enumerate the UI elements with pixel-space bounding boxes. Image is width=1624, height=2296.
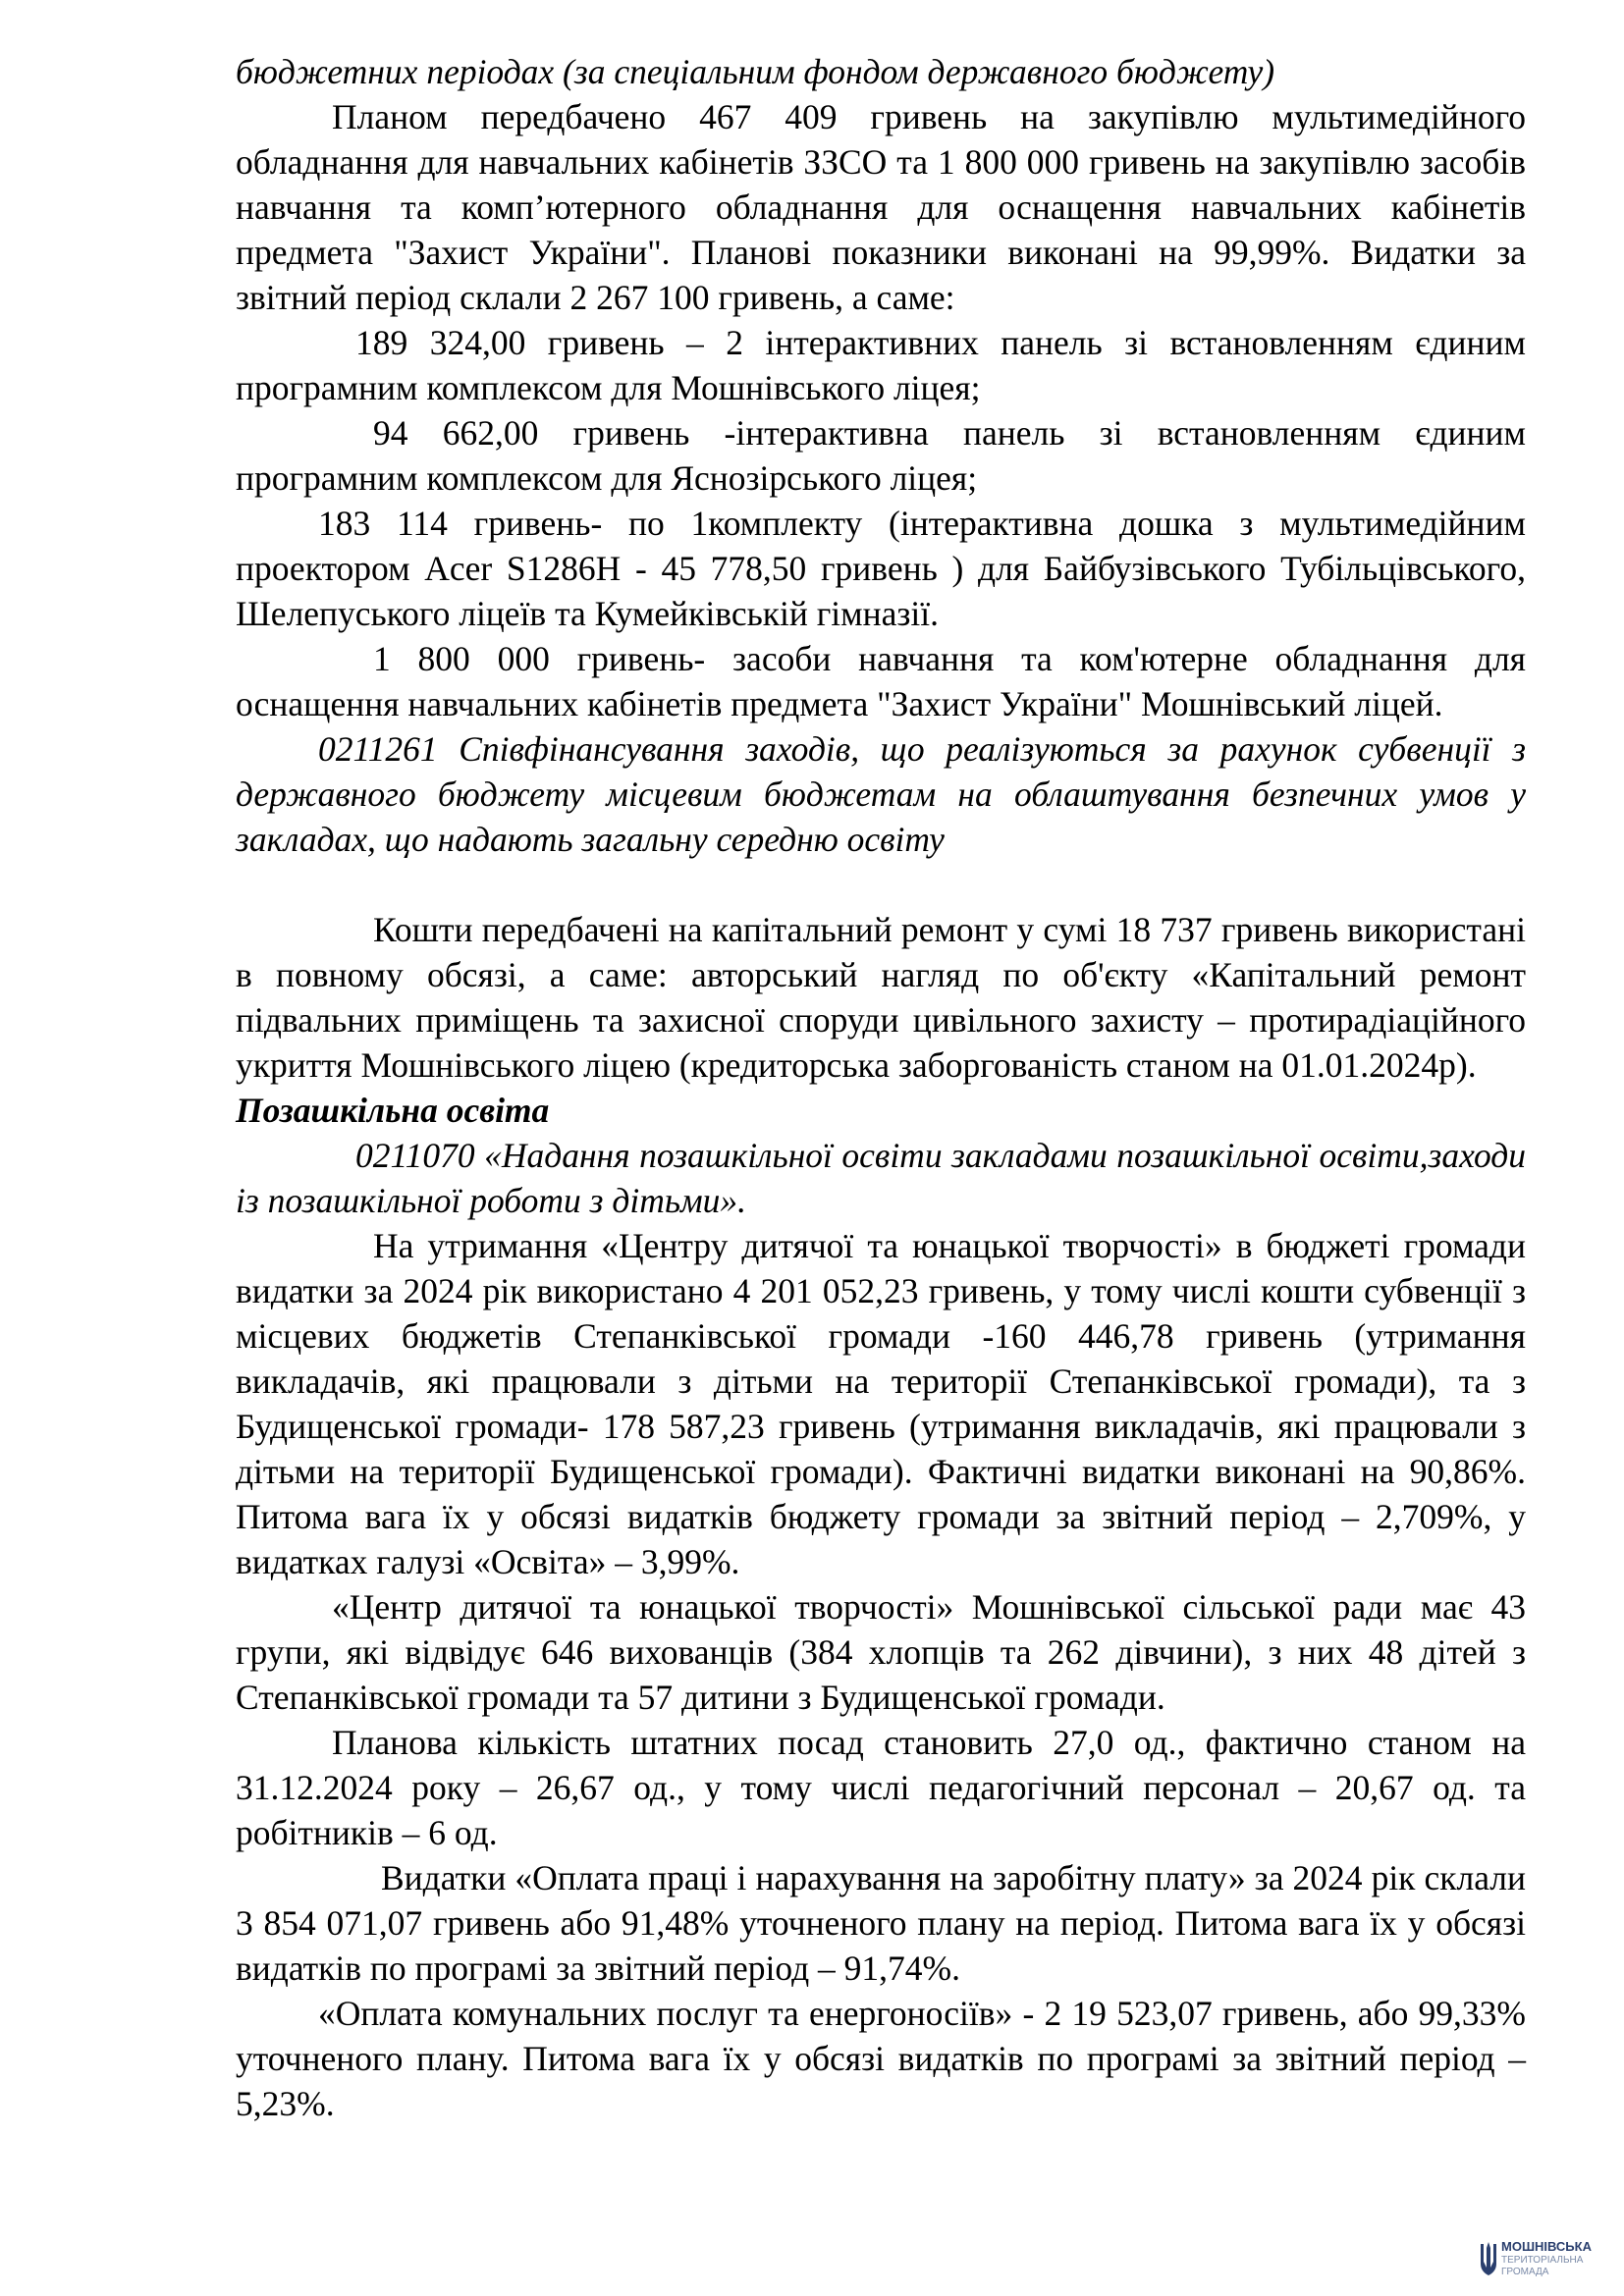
spacer <box>236 862 1526 907</box>
community-logo <box>1480 2236 1617 2287</box>
paragraph-plan-overview: Планом передбачено 467 409 гривень на закупівлю мультимедійного обладнання для навчальних кабінетів ЗЗСО та 1 800 000 гривень на закупівлю засобів навчання та комп’ютерного обладнання для оснащення навчальних кабінетів предмета "Захист України". Планові показники виконані на 99,99%. Видатки за звітний період склали 2 267 100 гривень, а саме: <box>236 97 1526 317</box>
paragraph-item-interactive-boards: 183 114 гривень- по 1комплекту (інтерактивна дошка з мультимедійним проектором Acer S1286H - 45 778,50 гривень ) для Байбузівського Тубільцівського, Шелепуського ліцеїв та Кумейківській гімназії. <box>236 504 1526 633</box>
trident-emblem-icon <box>1480 2238 1497 2277</box>
paragraph-youth-center-groups: «Центр дитячої та юнацької творчості» Мошнівської сільської ради має 43 групи, які відвідує 646 вихованців (384 хлопців та 262 дівчини), з них 48 дітей з Степанківської громади та 57 дитини з Будищенської громади. <box>236 1587 1526 1717</box>
logo-line-2: ТЕРИТОРІАЛЬНА <box>1501 2255 1584 2266</box>
paragraph-item-moshny: 189 324,00 гривень – 2 інтерактивних панель зі встановленням єдиним програмним комплексом для Мошнівського ліцея; <box>236 323 1526 407</box>
section-heading-extracurricular: Позашкільна освіта <box>236 1091 550 1130</box>
paragraph-item-defense-subject: 1 800 000 гривень- засоби навчання та ком'ютерне обладнання для оснащення навчальних кабінетів предмета "Захист України" Мошнівський ліцей. <box>236 639 1526 723</box>
logo-line-3: ГРОМАДА <box>1501 2267 1549 2277</box>
paragraph-utilities-expenses: «Оплата комунальних послуг та енергоносіїв» - 2 19 523,07 гривень, або 99,33% уточненого плану. Питома вага їх у обсязі видатків по програмі за звітний період – 5,23%. <box>236 1994 1526 2123</box>
document-page <box>236 49 1526 2126</box>
paragraph-item-yasnozirya: 94 662,00 гривень -інтерактивна панель зі встановленням єдиним програмним комплексом для Яснозірського ліцея; <box>236 413 1526 498</box>
paragraph-salary-expenses: Видатки «Оплата праці і нарахування на заробітну плату» за 2024 рік склали 3 854 071,07 гривень або 91,48% уточненого плану на період. Питома вага їх у обсязі видатків по програмі за звітний період – 91,74%. <box>236 1858 1526 1988</box>
program-heading-0211070: 0211070 «Надання позашкільної освіти закладами позашкільної освіти,заходи із позашкільної роботи з дітьми». <box>236 1136 1526 1220</box>
paragraph-staff-positions: Планова кількість штатних посад становить 27,0 од., фактично станом на 31.12.2024 року – 26,67 од., у тому числі педагогічний персонал – 20,67 од. та робітників – 6 од. <box>236 1723 1526 1852</box>
section-heading-continued: бюджетних періодах (за спеціальним фондом державного бюджету) <box>236 52 1275 91</box>
logo-line-1: МОШНІВСЬКА <box>1501 2239 1592 2254</box>
program-heading-0211261: 0211261 Співфінансування заходів, що реалізуються за рахунок субвенції з державного бюджету місцевим бюджетам на облаштування безпечних умов у закладах, що надають загальну середню освіту <box>236 729 1526 859</box>
paragraph-youth-center-budget: На утримання «Центру дитячої та юнацької творчості» в бюджеті громади видатки за 2024 рік використано 4 201 052,23 гривень, у тому числі кошти субвенції з місцевих бюджетів Степанківської громади -160 446,78 гривень (утримання викладачів, які працювали з дітьми на території Степанківської громади), та з Будищенської громади- 178 587,23 гривень (утримання викладачів, які працювали з дітьми на території Будищенської громади). Фактичні видатки виконані на 90,86%. Питома вага їх у обсязі видатків бюджету громади за звітний період – 2,709%, у видатках галузі «Освіта» – 3,99%. <box>236 1226 1526 1581</box>
paragraph-capital-repair: Кошти передбачені на капітальний ремонт у сумі 18 737 гривень використані в повному обсязі, а саме: авторський нагляд по об'єкту «Капітальний ремонт підвальних приміщень та захисної споруди цивільного захисту – протирадіаційного укриття Мошнівського ліцею (кредиторська заборгованість станом на 01.01.2024р). <box>236 910 1526 1085</box>
